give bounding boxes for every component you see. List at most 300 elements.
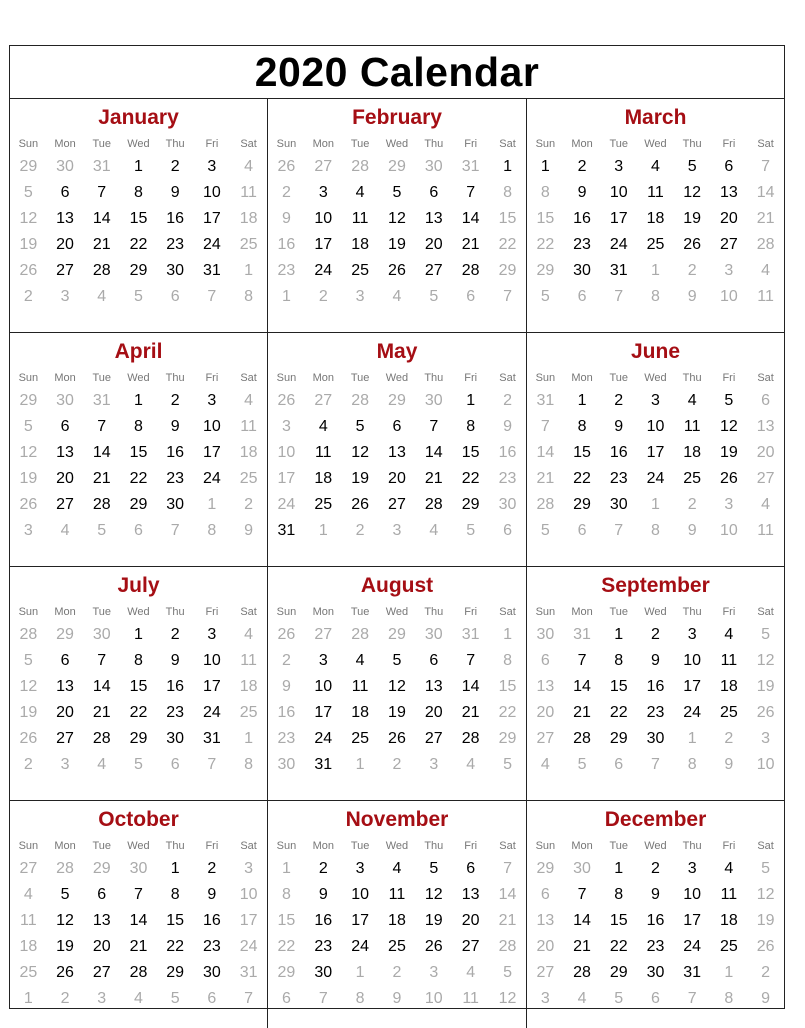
adjacent-month-day-cell: 8: [281, 886, 291, 903]
weekday-label: Wed: [127, 840, 150, 852]
adjacent-month-day-cell: 4: [761, 262, 771, 279]
adjacent-month-day-cell: 26: [756, 704, 775, 721]
weekday-label: Sat: [240, 138, 257, 150]
month-name: May: [376, 340, 418, 363]
day-cell: 27: [56, 496, 74, 513]
adjacent-month-day-cell: 2: [355, 522, 365, 539]
adjacent-month-day-cell: 6: [207, 990, 217, 1007]
day-cell: 29: [129, 496, 148, 513]
day-cell: 8: [134, 418, 143, 435]
adjacent-month-day-cell: 22: [536, 236, 555, 253]
day-cell: 28: [424, 496, 443, 513]
day-cell: 17: [202, 678, 221, 695]
day-cell: 12: [388, 210, 406, 227]
day-cell: 14: [92, 678, 111, 695]
adjacent-month-day-cell: 7: [244, 990, 254, 1007]
adjacent-month-day-cell: 27: [756, 470, 775, 487]
day-cell: 27: [424, 262, 443, 279]
adjacent-month-day-cell: 9: [761, 990, 771, 1007]
day-cell: 9: [318, 886, 328, 903]
adjacent-month-day-cell: 23: [277, 730, 296, 747]
day-cell: 15: [129, 444, 148, 461]
day-cell: 20: [424, 236, 443, 253]
day-cell: 7: [577, 652, 587, 669]
day-cell: 18: [314, 470, 333, 487]
adjacent-month-day-cell: 11: [757, 288, 774, 305]
day-cell: 7: [466, 652, 476, 669]
day-cell: 31: [314, 756, 333, 773]
adjacent-month-day-cell: 9: [724, 756, 734, 773]
adjacent-month-day-cell: 25: [19, 964, 38, 981]
weekday-label: Sat: [757, 840, 774, 852]
adjacent-month-day-cell: 7: [614, 288, 624, 305]
adjacent-month-day-cell: 8: [244, 288, 254, 305]
adjacent-month-day-cell: 27: [19, 860, 38, 877]
day-cell: 3: [651, 392, 660, 409]
day-cell: 11: [720, 652, 738, 669]
weekday-label: Mon: [571, 138, 593, 150]
day-cell: 5: [724, 392, 734, 409]
adjacent-month-day-cell: 11: [462, 990, 479, 1007]
adjacent-month-day-cell: 15: [498, 210, 517, 227]
month-name: March: [624, 106, 687, 129]
adjacent-month-day-cell: 4: [134, 990, 143, 1007]
day-cell: 11: [683, 418, 701, 435]
day-cell: 28: [92, 496, 111, 513]
day-cell: 3: [687, 626, 697, 643]
day-cell: 13: [56, 210, 74, 227]
day-cell: 20: [56, 470, 74, 487]
day-cell: 14: [461, 678, 480, 695]
month-days-table: [10, 368, 267, 544]
adjacent-month-day-cell: 15: [277, 912, 296, 929]
weekday-label: Tue: [350, 606, 370, 618]
weekday-label: Wed: [385, 606, 409, 618]
day-cell: 9: [170, 652, 180, 669]
week-row: [10, 700, 267, 726]
weekday-label: Sun: [18, 138, 39, 150]
month-block-1: [268, 99, 527, 333]
day-cell: 5: [687, 158, 697, 175]
adjacent-month-day-cell: 10: [277, 444, 296, 461]
weekday-header-row: [268, 836, 526, 856]
adjacent-month-day-cell: 5: [540, 288, 550, 305]
weekday-label: Sat: [757, 606, 774, 618]
day-cell: 17: [683, 678, 702, 695]
adjacent-month-day-cell: 6: [614, 756, 624, 773]
weekday-label: Mon: [571, 372, 593, 384]
adjacent-month-day-cell: 2: [724, 730, 734, 747]
weekday-header-row: [268, 602, 526, 622]
day-cell: 16: [166, 210, 185, 227]
day-cell: 10: [314, 210, 333, 227]
day-cell: 2: [207, 860, 217, 877]
weekday-label: Thu: [424, 840, 444, 852]
adjacent-month-day-cell: 2: [60, 990, 70, 1007]
adjacent-month-day-cell: 15: [536, 210, 555, 227]
week-row: [268, 934, 526, 960]
adjacent-month-day-cell: 4: [577, 990, 587, 1007]
day-cell: 2: [318, 860, 328, 877]
day-cell: 19: [683, 210, 702, 227]
day-cell: 17: [314, 704, 333, 721]
adjacent-month-day-cell: 27: [536, 964, 555, 981]
day-cell: 28: [461, 262, 480, 279]
weekday-label: Mon: [571, 840, 593, 852]
week-row: [10, 752, 267, 778]
month-block-5: [527, 333, 784, 567]
adjacent-month-day-cell: 28: [498, 938, 517, 955]
weekday-label: Tue: [350, 840, 370, 852]
weekday-label: Mon: [312, 372, 334, 384]
weekday-label: Tue: [92, 138, 112, 150]
day-cell: 27: [56, 262, 74, 279]
day-cell: 24: [314, 262, 333, 279]
weekday-label: Mon: [312, 606, 334, 618]
day-cell: 17: [314, 236, 333, 253]
month-name: June: [630, 340, 680, 363]
weekday-label: Fri: [464, 606, 478, 618]
day-cell: 20: [719, 210, 738, 227]
adjacent-month-day-cell: 1: [355, 964, 365, 981]
day-cell: 4: [355, 184, 365, 201]
adjacent-month-day-cell: 7: [207, 756, 217, 773]
weekday-label: Tue: [609, 372, 629, 384]
weekday-label: Mon: [54, 138, 76, 150]
day-cell: 19: [56, 938, 74, 955]
adjacent-month-day-cell: 1: [318, 522, 328, 539]
week-row: [268, 908, 526, 934]
day-cell: 8: [614, 652, 624, 669]
adjacent-month-day-cell: 27: [536, 730, 555, 747]
adjacent-month-day-cell: 23: [498, 470, 517, 487]
week-row: [268, 960, 526, 986]
day-cell: 20: [56, 236, 74, 253]
day-cell: 17: [646, 444, 665, 461]
day-cell: 10: [683, 886, 702, 903]
day-cell: 30: [166, 496, 185, 513]
weekday-label: Wed: [385, 138, 409, 150]
adjacent-month-day-cell: 3: [724, 496, 734, 513]
day-cell: 14: [129, 912, 148, 929]
adjacent-month-day-cell: 1: [207, 496, 217, 513]
week-row: [10, 648, 267, 674]
adjacent-month-day-cell: 5: [134, 756, 143, 773]
day-cell: 1: [614, 860, 624, 877]
day-cell: 15: [129, 210, 148, 227]
day-cell: 30: [609, 496, 628, 513]
adjacent-month-day-cell: 19: [756, 678, 775, 695]
day-cell: 3: [318, 184, 328, 201]
day-cell: 25: [719, 938, 738, 955]
day-cell: 11: [351, 678, 369, 695]
adjacent-month-day-cell: 7: [207, 288, 217, 305]
week-row: [268, 752, 526, 778]
adjacent-month-day-cell: 22: [498, 236, 517, 253]
adjacent-month-day-cell: 25: [239, 236, 258, 253]
weekday-label: Fri: [464, 840, 478, 852]
day-cell: 30: [314, 964, 333, 981]
adjacent-month-day-cell: 29: [388, 626, 406, 643]
adjacent-month-day-cell: 3: [244, 860, 254, 877]
adjacent-month-day-cell: 16: [277, 236, 296, 253]
day-cell: 12: [388, 678, 406, 695]
month-block-9: [10, 801, 268, 1028]
day-cell: 16: [314, 912, 333, 929]
day-cell: 6: [429, 184, 439, 201]
adjacent-month-day-cell: 2: [503, 392, 512, 409]
adjacent-month-day-cell: 6: [134, 522, 143, 539]
adjacent-month-day-cell: 2: [23, 756, 33, 773]
adjacent-month-day-cell: 11: [240, 418, 257, 435]
adjacent-month-day-cell: 30: [129, 860, 148, 877]
weekday-label: Fri: [722, 138, 736, 150]
weekday-label: Fri: [464, 372, 478, 384]
day-cell: 23: [646, 938, 665, 955]
weekday-label: Mon: [312, 840, 334, 852]
week-row: [10, 856, 267, 882]
adjacent-month-day-cell: 4: [761, 496, 771, 513]
adjacent-month-day-cell: 29: [498, 262, 517, 279]
weekday-label: Tue: [350, 138, 370, 150]
week-row: [10, 284, 267, 310]
adjacent-month-day-cell: 5: [429, 288, 439, 305]
adjacent-month-day-cell: 20: [536, 938, 555, 955]
day-cell: 2: [614, 392, 624, 409]
adjacent-month-day-cell: 2: [392, 756, 402, 773]
weekday-label: Sun: [535, 840, 556, 852]
day-cell: 9: [170, 184, 180, 201]
day-cell: 1: [134, 626, 143, 643]
adjacent-month-day-cell: 3: [761, 730, 771, 747]
adjacent-month-day-cell: 5: [614, 990, 624, 1007]
weekday-label: Tue: [609, 606, 629, 618]
adjacent-month-day-cell: 6: [466, 288, 476, 305]
day-cell: 13: [56, 444, 74, 461]
day-cell: 14: [573, 678, 591, 695]
weekday-label: Fri: [205, 606, 219, 618]
weekday-label: Fri: [205, 840, 219, 852]
adjacent-month-day-cell: 17: [277, 470, 296, 487]
adjacent-month-day-cell: 18: [239, 210, 258, 227]
weekday-label: Sun: [276, 840, 297, 852]
adjacent-month-day-cell: 19: [19, 236, 38, 253]
week-row: [268, 284, 526, 310]
day-cell: 20: [92, 938, 111, 955]
adjacent-month-day-cell: 8: [651, 522, 660, 539]
weekday-label: Thu: [682, 840, 702, 852]
day-cell: 10: [202, 418, 221, 435]
adjacent-month-day-cell: 27: [314, 158, 333, 175]
day-cell: 3: [207, 392, 217, 409]
adjacent-month-day-cell: 29: [56, 626, 74, 643]
adjacent-month-day-cell: 2: [23, 288, 33, 305]
weekday-label: Wed: [127, 606, 150, 618]
adjacent-month-day-cell: 29: [92, 860, 111, 877]
weekday-label: Sun: [18, 372, 39, 384]
day-cell: 25: [351, 730, 369, 747]
adjacent-month-day-cell: 26: [277, 392, 296, 409]
day-cell: 28: [92, 730, 111, 747]
week-row: [268, 700, 526, 726]
day-cell: 28: [129, 964, 148, 981]
adjacent-month-day-cell: 5: [761, 860, 771, 877]
day-cell: 12: [719, 418, 738, 435]
day-cell: 10: [646, 418, 665, 435]
adjacent-month-day-cell: 4: [244, 158, 254, 175]
adjacent-month-day-cell: 28: [536, 496, 555, 513]
day-cell: 15: [573, 444, 591, 461]
weekday-header-row: [268, 134, 526, 154]
day-cell: 25: [351, 262, 369, 279]
adjacent-month-day-cell: 5: [761, 626, 771, 643]
adjacent-month-day-cell: 11: [240, 652, 257, 669]
adjacent-month-day-cell: 6: [281, 990, 291, 1007]
adjacent-month-day-cell: 8: [244, 756, 254, 773]
adjacent-month-day-cell: 14: [498, 886, 517, 903]
day-cell: 23: [609, 470, 628, 487]
month-name: April: [114, 340, 163, 363]
weekday-label: Sat: [240, 372, 257, 384]
adjacent-month-day-cell: 30: [92, 626, 111, 643]
adjacent-month-day-cell: 26: [19, 496, 38, 513]
weekday-label: Wed: [644, 138, 667, 150]
week-row: [10, 518, 267, 544]
weekday-label: Sat: [499, 840, 516, 852]
month-block-2: [527, 99, 784, 333]
week-row: [527, 414, 784, 440]
adjacent-month-day-cell: 6: [540, 652, 550, 669]
week-row: [10, 492, 267, 518]
month-name: February: [352, 106, 442, 129]
adjacent-month-day-cell: 18: [239, 678, 258, 695]
day-cell: 13: [424, 210, 443, 227]
adjacent-month-day-cell: 29: [536, 860, 555, 877]
weekday-label: Wed: [127, 138, 150, 150]
adjacent-month-day-cell: 5: [503, 756, 512, 773]
day-cell: 26: [388, 730, 406, 747]
calendar-sheet: [9, 45, 785, 1009]
day-cell: 7: [466, 184, 476, 201]
day-cell: 23: [166, 236, 185, 253]
weekday-label: Tue: [92, 372, 112, 384]
day-cell: 19: [388, 236, 406, 253]
adjacent-month-day-cell: 31: [92, 158, 111, 175]
day-cell: 14: [92, 444, 111, 461]
adjacent-month-day-cell: 4: [244, 392, 254, 409]
day-cell: 5: [392, 652, 402, 669]
day-cell: 8: [577, 418, 587, 435]
day-cell: 6: [392, 418, 402, 435]
adjacent-month-day-cell: 9: [281, 678, 291, 695]
day-cell: 18: [351, 704, 369, 721]
adjacent-month-day-cell: 4: [540, 756, 550, 773]
day-cell: 1: [577, 392, 587, 409]
week-row: [10, 206, 267, 232]
weekday-label: Sun: [276, 606, 297, 618]
adjacent-month-day-cell: 24: [239, 938, 258, 955]
adjacent-month-day-cell: 12: [19, 678, 38, 695]
week-row: [268, 414, 526, 440]
adjacent-month-day-cell: 1: [651, 496, 660, 513]
adjacent-month-day-cell: 22: [498, 704, 517, 721]
day-cell: 24: [351, 938, 369, 955]
day-cell: 2: [170, 626, 180, 643]
day-cell: 2: [577, 158, 587, 175]
day-cell: 23: [646, 704, 665, 721]
adjacent-month-day-cell: 5: [577, 756, 587, 773]
adjacent-month-day-cell: 31: [461, 626, 480, 643]
day-cell: 24: [202, 236, 221, 253]
day-cell: 25: [646, 236, 665, 253]
adjacent-month-day-cell: 2: [392, 964, 402, 981]
day-cell: 9: [170, 418, 180, 435]
day-cell: 3: [207, 158, 217, 175]
day-cell: 14: [424, 444, 443, 461]
adjacent-month-day-cell: 5: [23, 418, 33, 435]
week-row: [10, 180, 267, 206]
day-cell: 5: [392, 184, 402, 201]
month-name: November: [345, 808, 449, 831]
day-cell: 16: [646, 912, 665, 929]
day-cell: 25: [388, 938, 406, 955]
day-cell: 7: [97, 184, 107, 201]
adjacent-month-day-cell: 13: [756, 418, 775, 435]
adjacent-month-day-cell: 3: [429, 756, 439, 773]
weekday-label: Wed: [385, 372, 409, 384]
adjacent-month-day-cell: 29: [277, 964, 296, 981]
adjacent-month-day-cell: 29: [19, 392, 38, 409]
day-cell: 26: [683, 236, 702, 253]
day-cell: 16: [646, 678, 665, 695]
adjacent-month-day-cell: 8: [355, 990, 365, 1007]
weekday-header-row: [527, 134, 784, 154]
adjacent-month-day-cell: 1: [355, 756, 365, 773]
adjacent-month-day-cell: 9: [687, 288, 697, 305]
day-cell: 23: [202, 938, 221, 955]
week-row: [527, 882, 784, 908]
adjacent-month-day-cell: 13: [536, 678, 555, 695]
adjacent-month-day-cell: 5: [170, 990, 180, 1007]
week-row: [268, 648, 526, 674]
week-row: [268, 466, 526, 492]
adjacent-month-day-cell: 30: [424, 626, 443, 643]
weekday-label: Fri: [205, 372, 219, 384]
day-cell: 16: [609, 444, 628, 461]
day-cell: 1: [170, 860, 180, 877]
day-cell: 17: [202, 210, 221, 227]
adjacent-month-day-cell: 2: [687, 262, 697, 279]
day-cell: 9: [207, 886, 217, 903]
adjacent-month-day-cell: 25: [239, 470, 258, 487]
adjacent-month-day-cell: 21: [498, 912, 517, 929]
adjacent-month-day-cell: 1: [724, 964, 734, 981]
adjacent-month-day-cell: 29: [388, 392, 406, 409]
week-row: [527, 518, 784, 544]
weekday-label: Tue: [609, 138, 629, 150]
adjacent-month-day-cell: 31: [239, 964, 258, 981]
adjacent-month-day-cell: 4: [429, 522, 439, 539]
adjacent-month-day-cell: 4: [392, 288, 402, 305]
adjacent-month-day-cell: 17: [239, 912, 258, 929]
day-cell: 7: [577, 886, 587, 903]
day-cell: 4: [355, 652, 365, 669]
week-row: [10, 726, 267, 752]
week-row: [268, 180, 526, 206]
day-cell: 26: [719, 470, 738, 487]
day-cell: 1: [614, 626, 624, 643]
weekday-label: Thu: [424, 138, 444, 150]
